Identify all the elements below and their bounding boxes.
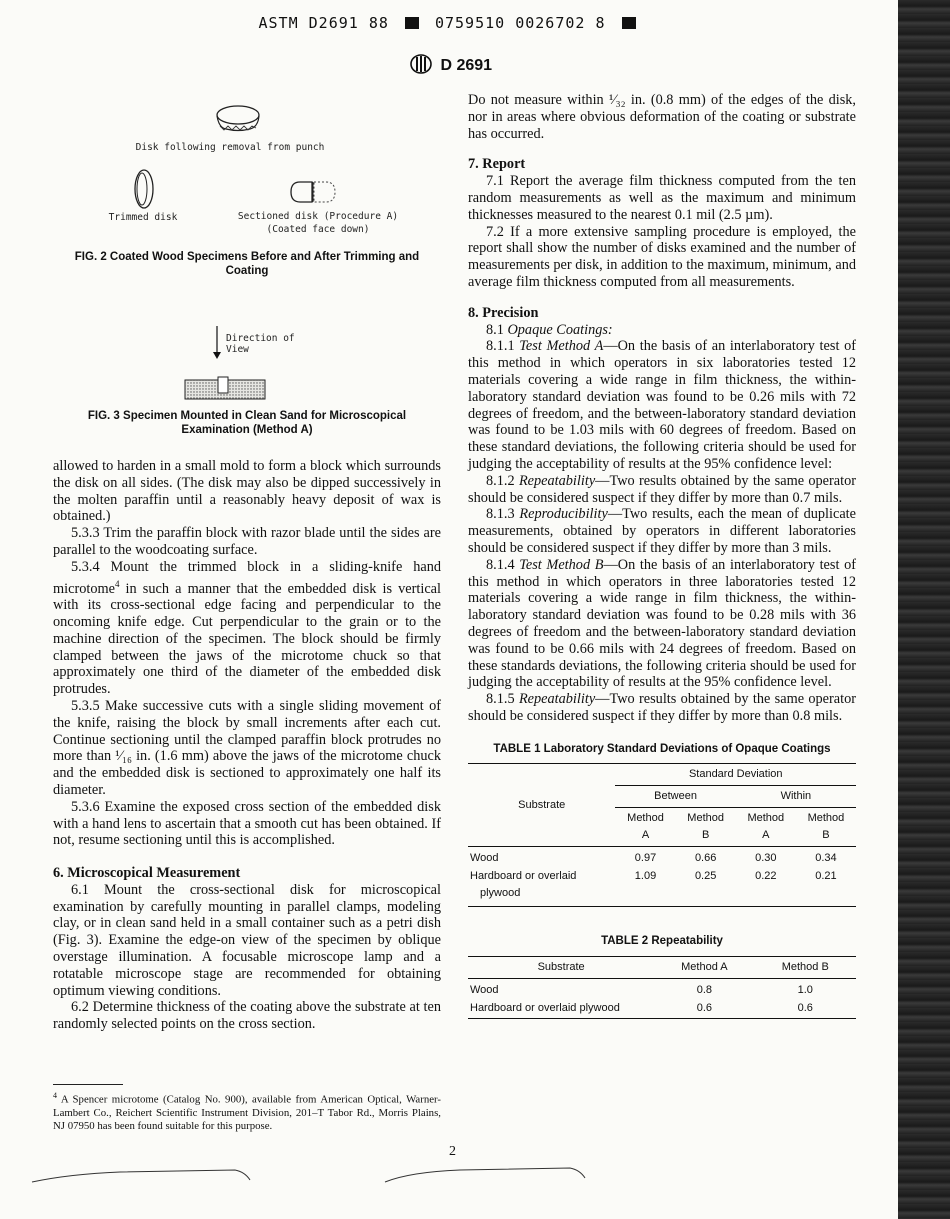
fig2-label-disk: Disk following removal from punch (135, 142, 325, 153)
table1-header-between: Between (615, 786, 735, 808)
paragraph-6-1: 6.1 Mount the cross-sectional disk for microscopical examination by carefully mounting in parallel clamps, modeling clay, or in clean sand held in a small container such as a petri dish (Fig. 3). Examine the edge-on view of the specimen by oblique overstage illumination. A focusable microscope lamp and a rotatable microscope stage are recommended for obtaining optimum viewing conditions. (53, 881, 441, 999)
section-heading-6: 6. Microscopical Measurement (53, 865, 241, 882)
scan-header-left: ASTM D2691 88 (258, 14, 389, 32)
scan-artifact-lines (30, 1160, 630, 1190)
paragraph: Do not measure within ¹⁄₃₂ in. (0.8 mm) of the edges of the disk, nor in areas where obvious deformation of the coating or substrate has occurred. (468, 92, 856, 142)
header-text: Method (627, 812, 664, 825)
fig2-label-sectioned: Sectioned disk (Procedure A) (237, 211, 399, 222)
header-text: Method (747, 812, 785, 825)
header-text: A (762, 828, 770, 841)
table-cell: 0.34 (815, 851, 837, 864)
table-row (468, 846, 856, 867)
header-text: Method (687, 812, 724, 825)
table1-header-method-b (796, 808, 856, 847)
footnote (53, 1084, 441, 1133)
header-text: Method (807, 812, 845, 825)
table-cell: 0.25 (676, 867, 736, 906)
scan-header-code: 0759510 0026702 8 (434, 14, 606, 32)
paragraph-number: 8.1.2 (486, 472, 519, 489)
footnote-marker: 4 (53, 1091, 57, 1100)
designation-number: D 2691 (440, 57, 493, 74)
header-text: B (701, 828, 710, 841)
paragraph-8-1-4 (468, 557, 856, 691)
table1 (468, 763, 856, 907)
table-cell: 1.09 (615, 867, 675, 906)
table-cell: 0.21 (796, 867, 856, 906)
table2-header-method-a: Method A (654, 956, 754, 978)
paragraph-italic: Repeatability (518, 691, 596, 708)
paragraph-8-1-3 (468, 506, 856, 556)
paragraph-italic: Opaque Coatings: (507, 321, 613, 338)
table1-header-method-a (736, 808, 796, 847)
scan-block-mark (622, 17, 636, 29)
designation (410, 54, 492, 75)
table-cell: 0.66 (694, 851, 717, 864)
table1-title: TABLE 1 Laboratory Standard Deviations of Opaque Coatings (493, 742, 831, 755)
paragraph-text: —Two results obtained by the same operator should be considered suspect if they differ by more than 0.8 mils. (468, 691, 857, 724)
disk-drawing (214, 104, 262, 134)
table-row (468, 999, 856, 1018)
paragraph-text: —On the basis of an interlaboratory test of this method in which operators in three laboratories tested 12 materials covering a wide range in film thickness, the within-laboratory standard deviation was found to be 0.28 mils with 36 degrees of freedom and the between-laboratory standard deviation was found to be 0.66 mils with 24 degrees of freedom. Based on these standards deviations, the following criteria should be used for judging the acceptability of results at the 95% confidence level. (468, 556, 856, 691)
table-cell: 0.6 (654, 999, 754, 1018)
table-cell: 0.30 (755, 851, 777, 864)
paragraph-text: in such a manner that the embedded disk is vertical with its cross-sectional edge facing and perpendicular to the oncoming knife edge. Cut perpendicular to the grain or to the machine direction of the specimen. The block should be firmly clamped between the jaws of the microtome chuck so that approximately one third of the diameter of the embedded disk protrudes. (53, 580, 441, 698)
paragraph-7-1: 7.1 Report the average film thickness computed from the ten random measurements as well as the maximum and minimum thicknesses measured to the nearest 0.1 mil (2.5 µm). (468, 173, 856, 223)
paragraph-8-1 (468, 322, 856, 339)
table-row (468, 867, 856, 906)
table-cell: 0.6 (755, 999, 857, 1018)
page-number: 2 (449, 1144, 456, 1159)
paragraph-7-2: 7.2 If a more extensive sampling procedure is employed, the report shall show the number of disks examined and the number of measurements per disk, in addition to the maximum, minimum, and average film thickness computed from all measurements. (468, 223, 856, 290)
scan-header-line (0, 14, 900, 32)
table1-header-method-b (676, 808, 736, 847)
scan-block-mark (405, 17, 419, 29)
footnote-text: A Spencer microtome (Catalog No. 900), available from American Optical, Warner-Lambert Co., Reichert Scientific Instrument Division, 201–T Tabor Rd., Morris Plains, NJ 07950 has been found suitable for this purpose. (53, 1093, 441, 1132)
fig2-label-sectioned-sub: (Coated face down) (266, 224, 370, 235)
table1-header-std-dev: Standard Deviation (615, 764, 856, 786)
paragraph-text: —Two results obtained by the same operator should be considered suspect if they differ by more than 0.7 mils. (468, 472, 857, 506)
table-cell: 0.22 (736, 867, 796, 906)
paragraph-8-1-1 (468, 338, 856, 472)
fig2-label-trimmed: Trimmed disk (108, 212, 178, 223)
cell-text: plywood (480, 887, 521, 900)
footnote-ref: 4 (114, 578, 120, 589)
table-cell: 1.0 (797, 983, 813, 996)
paragraph-number: 8.1.3 (486, 506, 520, 523)
table-cell: Wood (470, 983, 499, 996)
table-cell: Hardboard or overlaid plywood (468, 999, 654, 1018)
table2 (468, 956, 856, 1019)
table2-header-method-b: Method B (755, 956, 857, 978)
fig3-caption: FIG. 3 Specimen Mounted in Clean Sand for Microscopical Examination (Method A) (87, 410, 407, 436)
paragraph-6-2: 6.2 Determine thickness of the coating above the substrate at ten randomly selected points on the cross section. (53, 999, 441, 1033)
paragraph-text: 5.3.4 Mount the trimmed block in a sliding-knife hand microtome (53, 558, 441, 597)
table1-header-method-a (615, 808, 675, 847)
section-heading-8: 8. Precision (468, 304, 539, 321)
right-column (468, 92, 856, 1019)
table-row (468, 978, 856, 999)
footnote-rule (53, 1084, 123, 1085)
sand-container-drawing (184, 376, 266, 400)
fig3-label-view: Direction of View (226, 333, 295, 355)
paragraph-italic: Reproducibility (519, 506, 608, 523)
astm-logo-icon (410, 54, 432, 74)
paragraph-5-3-4 (53, 559, 441, 698)
table1-header-within: Within (736, 786, 856, 808)
paragraph-8-1-2 (468, 473, 856, 507)
paragraph-number: 8.1 (486, 321, 508, 338)
left-column (53, 458, 441, 1033)
direction-arrow-icon (212, 326, 222, 360)
table-cell: 0.97 (634, 851, 657, 864)
section-heading-7: 7. Report (468, 156, 526, 173)
scan-edge-shadow (898, 0, 950, 1219)
paragraph-number: 8.1.5 (486, 691, 519, 708)
paragraph-number: 8.1.4 (486, 556, 520, 573)
paragraph-8-1-5 (468, 691, 856, 725)
table1-header-substrate: Substrate (468, 764, 615, 846)
sectioned-disk-drawing (290, 180, 336, 204)
cell-text: Hardboard or overlaid (470, 870, 577, 883)
paragraph-5-3-6: 5.3.6 Examine the exposed cross section of the embedded disk with a hand lens to ascertain that a smooth cut has been obtained. If not, resume sectioning until this is accomplished. (53, 798, 441, 849)
paragraph-italic: Test Method A (519, 338, 604, 355)
trimmed-disk-drawing (131, 168, 157, 210)
table-cell (468, 867, 615, 906)
paragraph-5-3-3: 5.3.3 Trim the paraffin block with razor blade until the sides are parallel to the woodcoating surface. (53, 525, 441, 558)
table-cell: Wood (470, 851, 499, 864)
paragraph-text: —Two results, each the mean of duplicate measurements, obtained by operators in different laboratories should be considered suspect if they differ by more than 3 mils. (468, 506, 856, 556)
paragraph: allowed to harden in a small mold to form a block which surrounds the disk on all sides. (The disk may also be dipped successively in the molten paraffin until a reasonably heavy deposit of wax is obtained.) (53, 458, 441, 525)
header-text: B (822, 828, 830, 841)
fig2-caption: FIG. 2 Coated Wood Specimens Before and After Trimming and Coating (74, 251, 420, 277)
paragraph-italic: Test Method B (519, 556, 604, 573)
paragraph-text: —On the basis of an interlaboratory test of this method in which operators in six laboratories tested 12 materials covering a wide range in film thickness, the within-laboratory standard deviation was found to be 0.26 mils with 72 degrees of freedom, and the between-laboratory standard deviation was found to be 1.03 mils with 60 degrees of freedom. Based on these standard deviations, the following criteria should be used for judging the acceptability of results at the 95% confidence level: (468, 338, 857, 472)
table2-header-substrate: Substrate (468, 956, 654, 978)
table2-title: TABLE 2 Repeatability (601, 935, 723, 948)
paragraph-5-3-5: 5.3.5 Make successive cuts with a single sliding movement of the knife, raising the block by small increments after each cut. Continue sectioning until the clamped paraffin block protrudes no more than ¹⁄₁₆ in. (1.6 mm) above the jaws of the microtome chuck and the embedded disk is sectioned to approximately one half its diameter. (53, 697, 441, 798)
paragraph-italic: Repeatability (518, 472, 596, 489)
paragraph-number: 8.1.1 (486, 338, 520, 355)
header-text: A (641, 828, 650, 841)
table-cell: 0.8 (696, 983, 713, 996)
